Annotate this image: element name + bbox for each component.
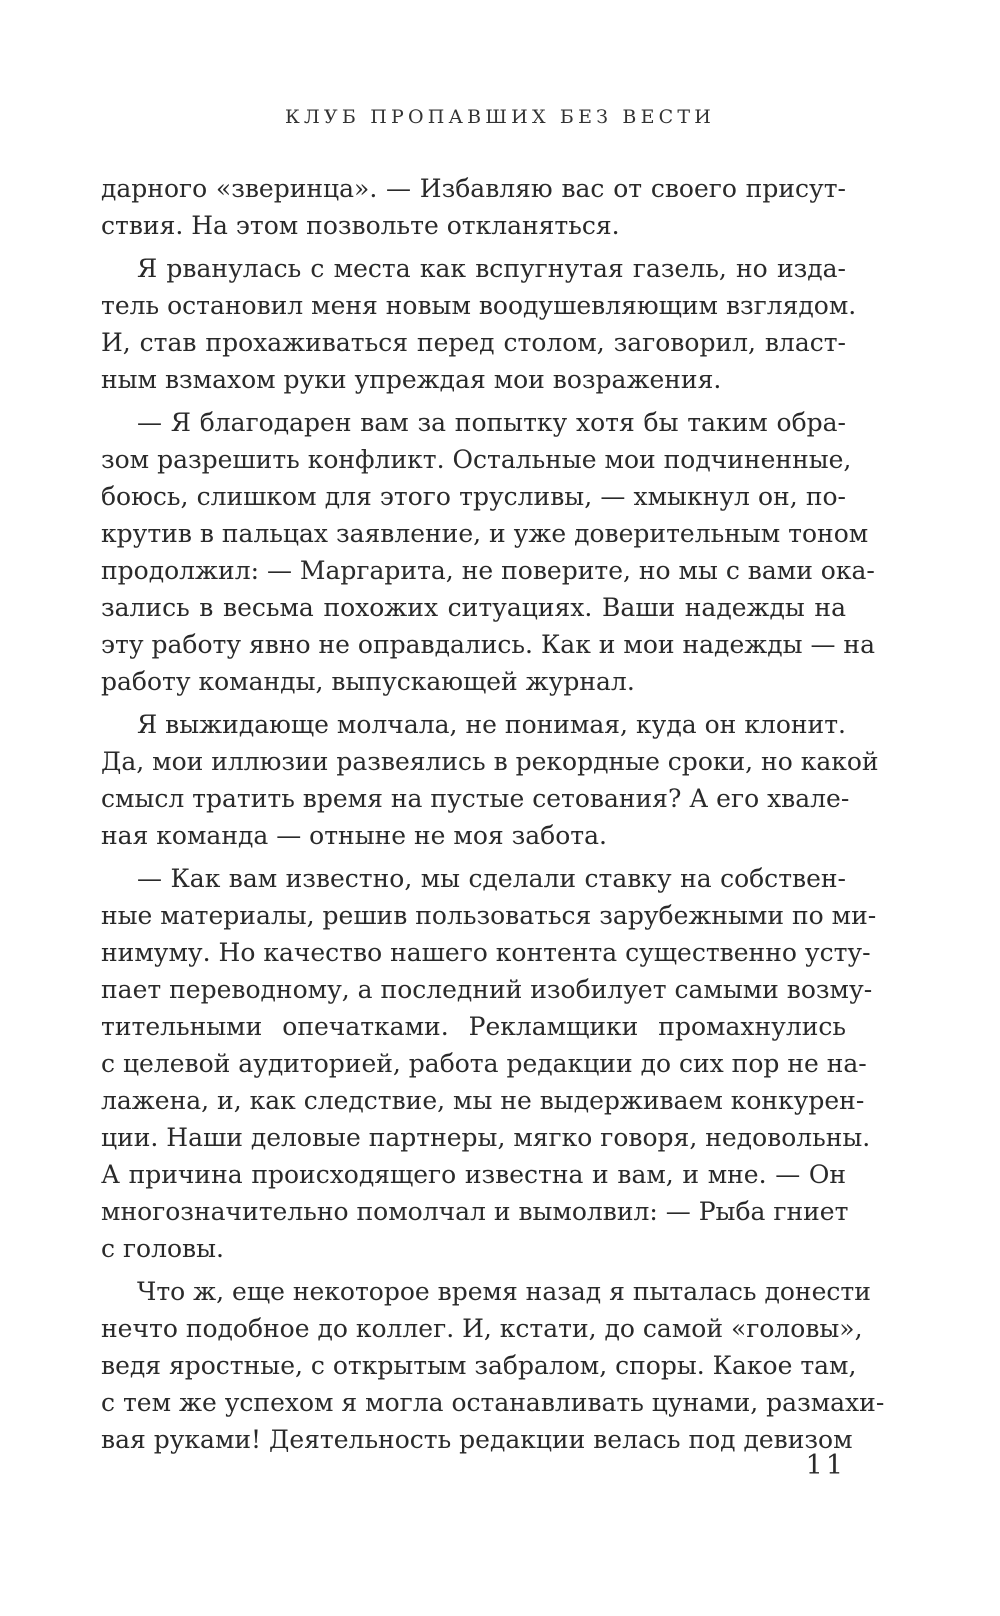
text-line: ствия. На этом позвольте откланяться. [101,211,620,240]
paragraph [101,706,879,854]
text-line: многозначительно помолчал и вымолвил: — Рыба гниет [101,1197,849,1226]
text-line: с тем же успехом я могла останавливать цунами, размахи- [101,1388,885,1417]
text-line: зались в весьма похожих ситуациях. Ваши надежды на [101,593,846,622]
text-line: тель остановил меня новым воодушевляющим взглядом. [101,291,857,320]
text-line: ная команда — отныне не моя забота. [101,821,607,850]
text-line: А причина происходящего известна и вам, и мне. — Он [101,1160,846,1189]
text-line: продолжил: — Маргарита, не поверите, но мы с вами ока- [101,556,875,585]
paragraph [101,1273,885,1458]
paragraph [101,170,846,244]
text-line: — Как вам известно, мы сделали ставку на собствен- [137,864,846,893]
text-line: эту работу явно не оправдались. Как и мои надежды — на [101,630,875,659]
text-line: нечто подобное до коллег. И, кстати, до самой «головы», [101,1314,863,1343]
text-line: зом разрешить конфликт. Остальные мои подчиненные, [101,445,852,474]
text-line: с головы. [101,1234,224,1263]
text-line: ведя яростные, с открытым забралом, споры. Какое там, [101,1351,857,1380]
text-line: лажена, и, как следствие, мы не выдерживаем конкурен- [101,1086,865,1115]
text-line: работу команды, выпускающей журнал. [101,667,635,696]
running-head: КЛУБ ПРОПАВШИХ БЕЗ ВЕСТИ [284,106,716,128]
text-line: Да, мои иллюзии развеялись в рекордные сроки, но какой [101,747,879,776]
text-line: вая руками! Деятельность редакции велась под девизом [101,1425,853,1454]
text-line: Я выжидающе молчала, не понимая, куда он клонит. [137,710,846,739]
text-line: тительными опечатками. Рекламщики промахнулись [101,1012,846,1041]
text-line: ные материалы, решив пользоваться зарубежными по ми- [101,901,877,930]
text-line: с целевой аудиторией, работа редакции до сих пор не на- [101,1049,867,1078]
text-line: смысл тратить время на пустые сетования? А его хвале- [101,784,850,813]
text-line: пает переводному, а последний изобилует самыми возму- [101,975,873,1004]
text-line: — Я благодарен вам за попытку хотя бы таким обра- [137,408,846,437]
text-line: Что ж, еще некоторое время назад я пыталась донести [137,1277,871,1306]
text-line: боюсь, слишком для этого трусливы, — хмыкнул он, по- [101,482,846,511]
text-line: ным взмахом руки упреждая мои возражения. [101,365,722,394]
page-number: 11 [805,1450,846,1481]
paragraph [101,250,857,398]
text-line: крутив в пальцах заявление, и уже доверительным тоном [101,519,869,548]
text-line: И, став прохаживаться перед столом, заговорил, власт- [101,328,846,357]
text-line: нимуму. Но качество нашего контента существенно усту- [101,938,871,967]
text-line: ции. Наши деловые партнеры, мягко говоря, недовольны. [101,1123,871,1152]
paragraph [101,404,875,700]
body-text [101,170,885,1458]
paragraph [101,860,877,1267]
text-line: дарного «зверинца». — Избавляю вас от своего присут- [101,174,846,203]
text-line: Я рванулась с места как вспугнутая газель, но изда- [137,254,846,283]
